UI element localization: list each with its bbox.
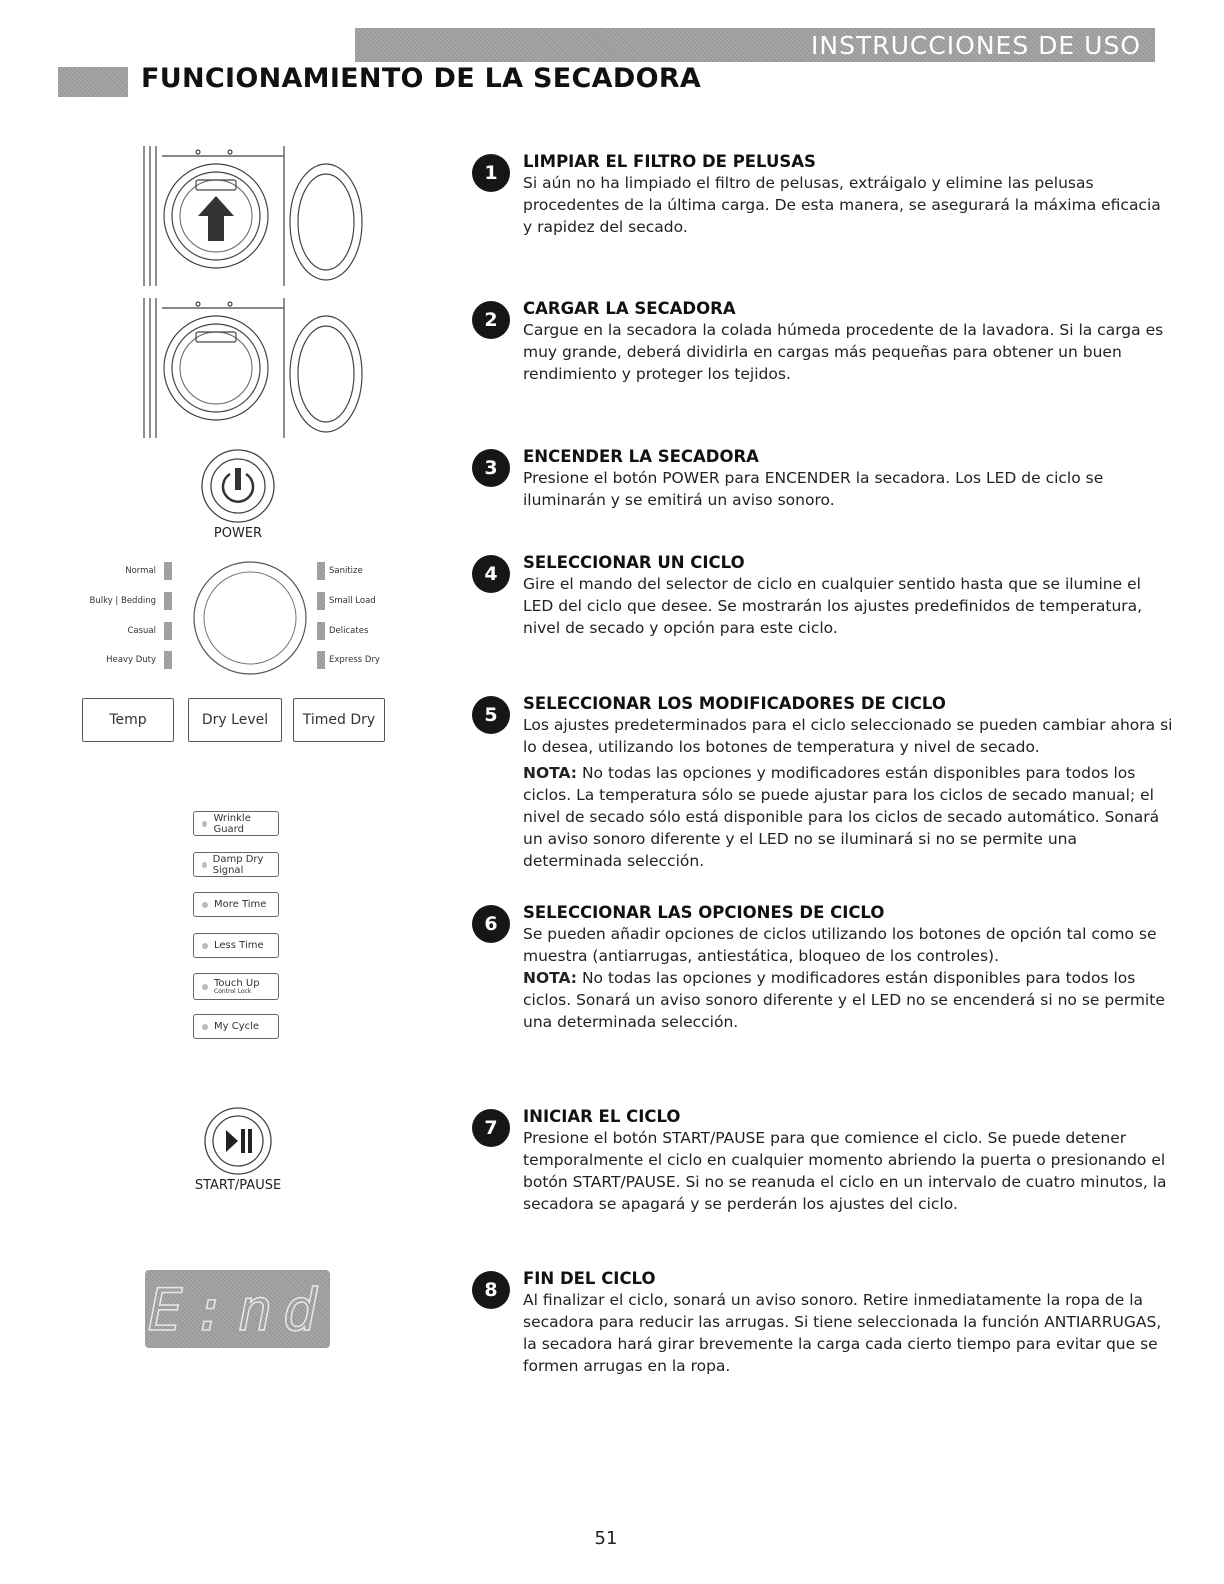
led-dot-icon — [202, 821, 207, 827]
damp-dry-signal-button[interactable] — [193, 852, 279, 877]
less-time-label: Less Time — [214, 940, 264, 951]
note-text: No todas las opciones y modificadores están disponibles para todos los ciclos. Sonará un aviso sonoro diferente y el LED no se encenderá si no se permite una determinada selección. — [523, 969, 1165, 1031]
section-title: FUNCIONAMIENTO DE LA SECADORA — [141, 63, 702, 94]
start-pause-button[interactable] — [200, 1106, 276, 1176]
led-delicates — [317, 622, 325, 640]
step-text: Al finalizar el ciclo, sonará un aviso sonoro. Retire inmediatamente la ropa de la secadora para reducir las arrugas. Si tiene seleccionada la función ANTIARRUGAS, la secadora hará girar brevemente la carga cada cierto tiempo para evitar que se formen arrugas en la ropa. — [523, 1291, 1162, 1375]
temp-button[interactable]: Temp — [82, 698, 174, 742]
step-title: SELECCIONAR LOS MODIFICADORES DE CICLO — [523, 694, 946, 713]
step-text: Se pueden añadir opciones de ciclos utilizando los botones de opción tal como se muestra (antiarrugas, antiestática, bloqueo de los controles). — [523, 925, 1157, 965]
banner-title: INSTRUCCIONES DE USO — [811, 31, 1141, 60]
more-time-label: More Time — [214, 899, 267, 910]
step-number-badge: 6 — [472, 905, 510, 943]
more-time-button[interactable] — [193, 892, 279, 917]
power-label: POWER — [213, 526, 263, 541]
step-number-badge: 5 — [472, 696, 510, 734]
step-title: LIMPIAR EL FILTRO DE PELUSAS — [523, 152, 816, 171]
step-note — [523, 762, 1173, 872]
step-number-badge: 4 — [472, 555, 510, 593]
note-label: NOTA: — [523, 969, 578, 987]
cycle-casual[interactable]: Casual — [127, 626, 156, 636]
step-title: SELECCIONAR LAS OPCIONES DE CICLO — [523, 903, 885, 922]
damp-dry-signal-label: Damp Dry Signal — [212, 853, 264, 876]
led-sanitize — [317, 562, 325, 580]
dryer-loading-illustration — [138, 298, 370, 438]
led-express-dry — [317, 651, 325, 669]
cycle-delicates[interactable]: Delicates — [329, 626, 369, 636]
wrinkle-guard-label: Wrinkle Guard — [213, 812, 251, 835]
dryer-lint-filter-illustration — [138, 146, 370, 286]
power-button[interactable] — [200, 448, 276, 524]
timed-dry-button[interactable]: Timed Dry — [293, 698, 385, 742]
dry-level-button[interactable]: Dry Level — [188, 698, 282, 742]
page-number: 51 — [594, 1528, 618, 1549]
my-cycle-button[interactable] — [193, 1014, 279, 1039]
step-title: SELECCIONAR UN CICLO — [523, 553, 745, 572]
led-casual — [164, 622, 172, 640]
touch-up-label-group — [214, 978, 260, 995]
display-text: E:nd — [147, 1276, 328, 1344]
power-icon — [223, 468, 253, 502]
note-label: NOTA: — [523, 764, 578, 782]
cycle-normal[interactable]: Normal — [125, 566, 156, 576]
control-lock-label: Control Lock — [214, 988, 252, 995]
start-pause-label: START/PAUSE — [194, 1178, 282, 1193]
led-dot-icon — [202, 943, 208, 949]
note-text: No todas las opciones y modificadores están disponibles para todos los ciclos. La temperatura sólo se puede ajustar para los ciclos de secado manual; el nivel de secado sólo está disponible para los ciclos de secado automático. Sonará un aviso sonoro diferente y el LED no se iluminará si no se permite una determinada selección. — [523, 764, 1160, 870]
cycle-sanitize[interactable]: Sanitize — [329, 566, 363, 576]
touch-up-button[interactable] — [193, 973, 279, 1000]
step-title: INICIAR EL CICLO — [523, 1107, 681, 1126]
led-bulky-bedding — [164, 592, 172, 610]
cycle-bulky-bedding[interactable]: Bulky | Bedding — [89, 596, 156, 606]
wrinkle-guard-button[interactable] — [193, 811, 279, 836]
step-text: Gire el mando del selector de ciclo en cualquier sentido hasta que se ilumine el LED del ciclo que desee. Se mostrarán los ajustes predefinidos de temperatura, nivel de secado y opción para este ciclo. — [523, 575, 1143, 637]
led-heavy-duty — [164, 651, 172, 669]
led-dot-icon — [202, 862, 207, 868]
led-dot-icon — [202, 984, 208, 990]
step-number-badge: 2 — [472, 301, 510, 339]
step-title: ENCENDER LA SECADORA — [523, 447, 759, 466]
led-normal — [164, 562, 172, 580]
step-number-badge: 3 — [472, 449, 510, 487]
step-number-badge: 1 — [472, 154, 510, 192]
step-text: Si aún no ha limpiado el filtro de pelusas, extráigalo y elimine las pelusas procedentes de la última carga. De esta manera, se asegurará la máxima eficacia y rapidez del secado. — [523, 174, 1161, 236]
touch-up-label: Touch Up — [214, 978, 260, 989]
step-title: CARGAR LA SECADORA — [523, 299, 736, 318]
step-text: Cargue en la secadora la colada húmeda procedente de la lavadora. Si la carga es muy grande, deberá dividirla en cargas más pequeñas para obtener un buen rendimiento y proteger los tejidos. — [523, 321, 1164, 383]
cycle-heavy-duty[interactable]: Heavy Duty — [106, 655, 156, 665]
cycle-small-load[interactable]: Small Load — [329, 596, 376, 606]
led-dot-icon — [202, 1024, 208, 1030]
arrow-up-icon — [198, 196, 234, 241]
header-banner — [355, 28, 1155, 62]
step-number-badge: 8 — [472, 1271, 510, 1309]
led-small-load — [317, 592, 325, 610]
play-pause-icon — [226, 1129, 252, 1153]
step-text: Los ajustes predeterminados para el ciclo seleccionado se pueden cambiar ahora si lo desea, utilizando los botones de temperatura y nivel de secado. — [523, 716, 1173, 756]
less-time-button[interactable] — [193, 933, 279, 958]
step-text: Presione el botón POWER para ENCENDER la secadora. Los LED de ciclo se iluminarán y se emitirá un aviso sonoro. — [523, 469, 1104, 509]
section-marker — [58, 67, 128, 97]
step-title: FIN DEL CICLO — [523, 1269, 656, 1288]
cycle-express-dry[interactable]: Express Dry — [329, 655, 380, 665]
step-note — [523, 967, 1173, 1033]
my-cycle-label: My Cycle — [214, 1021, 260, 1032]
end-display — [145, 1270, 330, 1348]
step-text: Presione el botón START/PAUSE para que comience el ciclo. Se puede detener temporalmente el ciclo en cualquier momento abriendo la puerta o presionando el botón START/PAUSE. Si no se reanuda el ciclo en un intervalo de cuatro minutos, la secadora se apagará y se perderán los ajustes del ciclo. — [523, 1129, 1167, 1213]
cycle-selector-knob[interactable] — [184, 560, 316, 678]
led-dot-icon — [202, 902, 208, 908]
step-number-badge: 7 — [472, 1109, 510, 1147]
